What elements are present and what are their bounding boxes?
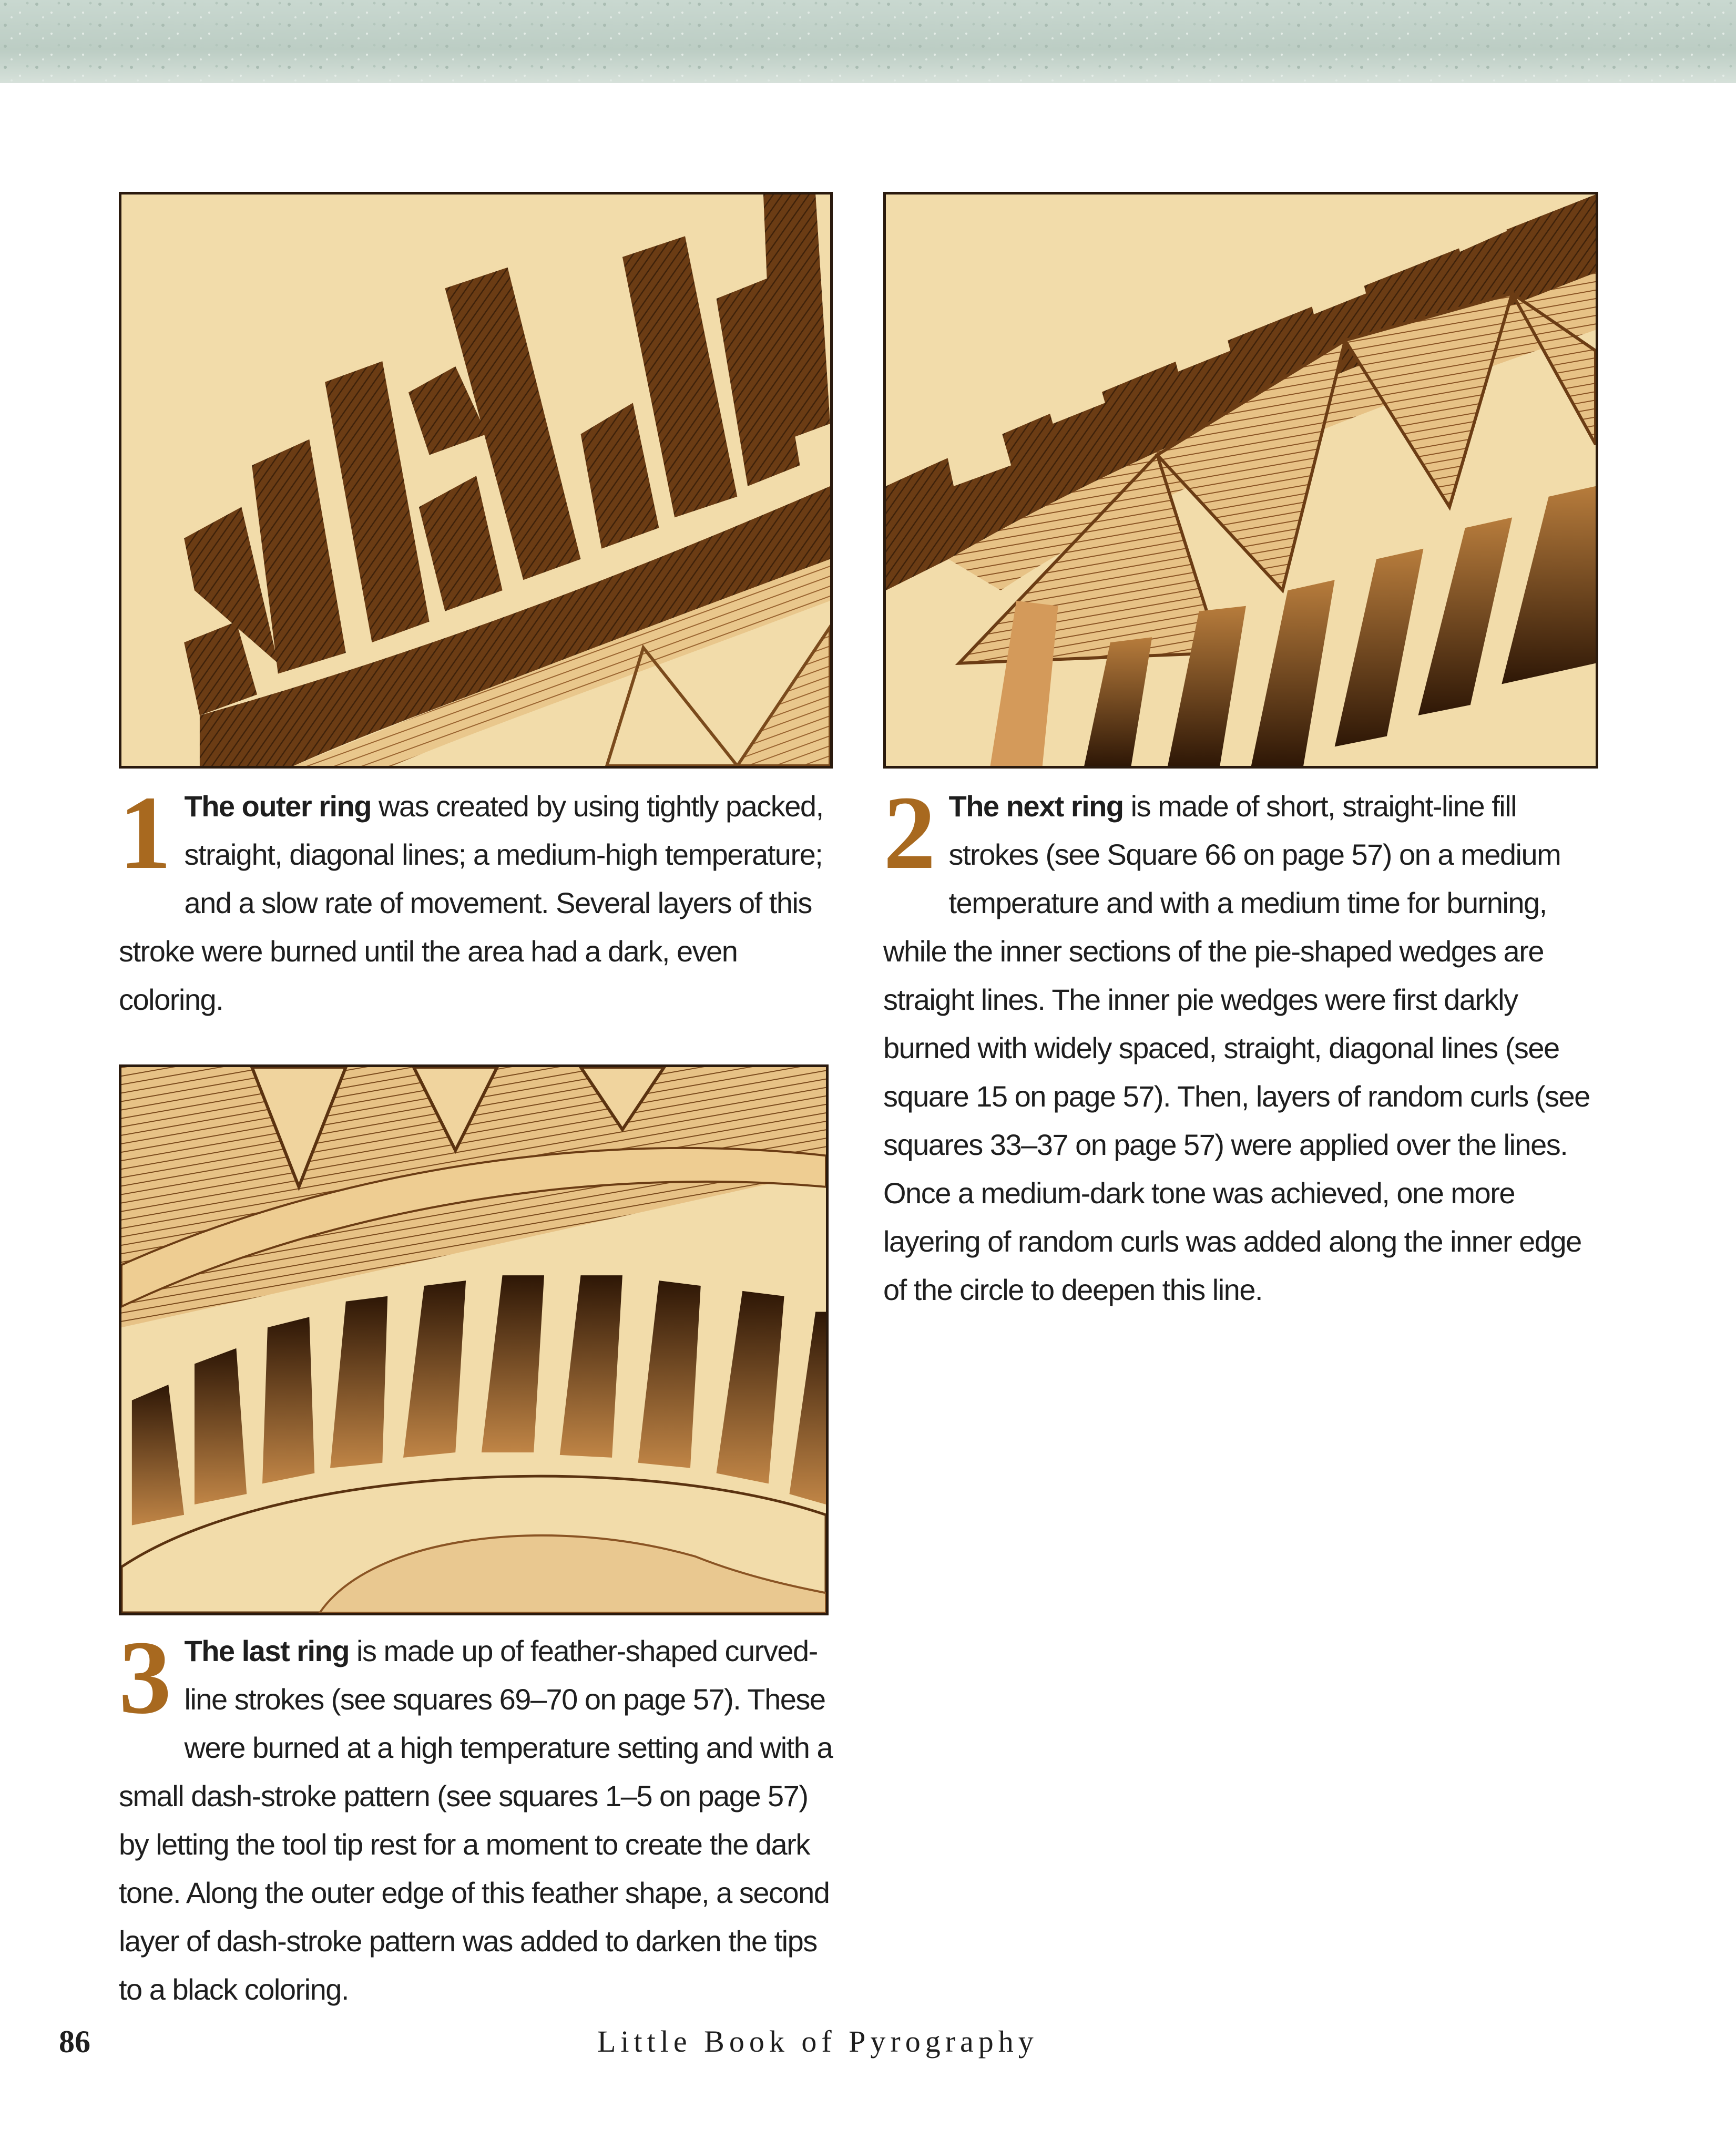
photo-outer-ring (119, 192, 833, 769)
step-lead: The outer ring (184, 790, 371, 823)
caption-step-2 (883, 775, 1604, 1314)
step-number: 2 (883, 775, 935, 891)
texture-pattern (0, 0, 1736, 83)
pyrography-next-ring-image (886, 194, 1596, 766)
step-text: is made up of feather-shaped curved-line strokes (see squares 69–70 on page 57). These were burned at a high temperature setting and with a small dash-stroke pattern (see squares 1–5 on page 57) by letting the tool tip rest for a moment to create the dark tone. Along the outer edge of this feather shape, a second layer of dash-stroke pattern was added to darken the tips to a black coloring. (119, 1634, 833, 2006)
step-lead: The last ring (184, 1634, 349, 1667)
step-lead: The next ring (948, 790, 1124, 823)
caption-step-1 (119, 775, 839, 1024)
photo-last-ring (119, 1064, 829, 1615)
caption-step-3 (119, 1620, 839, 2014)
pyrography-outer-ring-image (121, 194, 830, 766)
photo-next-ring (883, 192, 1598, 769)
step-text: is made of short, straight-line fill strokes (see Square 66 on page 57) on a medium temperature and with a medium time for burning, while the inner sections of the pie-shaped wedges are straight lines. The inner pie wedges were first darkly burned with widely spaced, straight, diagonal lines (see square 15 on page 57). Then, layers of random curls (see squares 33–37 on page 57) were applied over the lines. Once a medium-dark tone was achieved, one more layering of random curls was added along the inner edge of the circle to deepen this line. (883, 790, 1590, 1306)
running-footer-title: Little Book of Pyrography (597, 2024, 1038, 2059)
step-number: 3 (119, 1620, 171, 1736)
step-number: 1 (119, 775, 171, 891)
pyrography-last-ring-image (121, 1067, 826, 1613)
page-number: 86 (59, 2024, 90, 2059)
step-text: was created by using tightly packed, straight, diagonal lines; a medium-high temperature; and a slow rate of movement. Several layers of this stroke were burned until the area had a dark, even coloring. (119, 790, 823, 1016)
header-texture-band (0, 0, 1736, 83)
